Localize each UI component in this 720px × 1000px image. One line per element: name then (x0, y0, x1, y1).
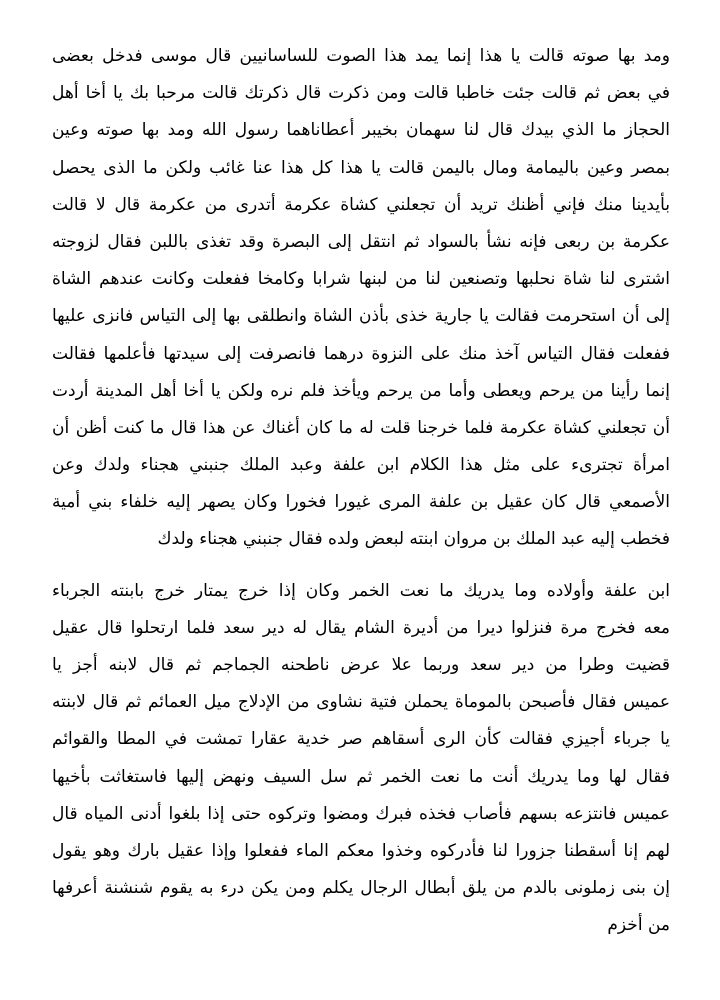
text-line: عميس فقال فأصبحن بالموماة يحملن فتية نشاوى من الإدلاج ميل العمائم ثم قال لابنته (52, 692, 670, 713)
paragraph-2 (52, 573, 670, 945)
text-line: قضيت وطرا من دير سعد وربما علا عرض ناطحنه الجماجم ثم قال لابنه أجز يا (52, 655, 670, 675)
paragraph-gap (52, 559, 670, 573)
text-line: ومد بها صوته قالت يا هذا إنما يمد هذا الصوت للساسانيين قال موسى فدخل بعضى (52, 46, 670, 66)
text-line: إلى أن استحرمت فقالت يا جارية خذى بأذن الشاة وانطلقى بها إلى التياس فانزى عليها (52, 306, 670, 327)
text-line: بأيدينا منك فإني أظنك تريد أن تجعلني كشاة عكرمة أتدرى من عكرمة قال لا قالت (52, 194, 670, 215)
text-line: لهم إنا أسقطنا جزورا لنا فأدركوه وخذوا معكم الماء ففعلوا وإذا عقيل بارك وهو يقول (52, 840, 670, 861)
text-line: فقال لها وما يدريك أنت ما نعت الخمر ثم سل السيف ونهض إليها فاستغاثت بأخيها (52, 766, 670, 787)
text-line: ففعلت فقال التياس آخذ منك على النزوة درهما فانصرفت إلى سيدتها فأعلمها فقالت (52, 343, 670, 364)
text-line: أن تجعلني كشاة عكرمة فلما خرجنا قلت له ما كان أغناك عن هذا قال ما كنت أظن أن (52, 417, 670, 438)
document-page (52, 38, 670, 945)
text-line: بمصر وعين باليمامة ومال باليمن قالت يا هذا كل هذا عنا غائب ولكن ما الذى يحصل (52, 157, 670, 178)
paragraph-1 (52, 38, 670, 559)
text-line: من أخزم (607, 915, 670, 936)
text-line: فخطب إليه عبد الملك بن مروان ابنته لبعض ولده فقال جنبني هجناء ولدك (157, 529, 670, 550)
text-line: عكرمة بن ربعى فإنه نشأ بالسواد ثم انتقل إلى البصرة وقد تغذى باللبن فقال لزوجته (52, 231, 670, 252)
text-line: إن بنى زملونى بالدم من يلق أبطال الرجال يكلم ومن يكن درء به يقوم شنشنة أعرفها (52, 878, 670, 899)
text-line: اشترى لنا شاة نحلبها وتصنعين لنا من لبنها شرابا وكامخا ففعلت وكانت عندهم الشاة (52, 269, 670, 290)
text-line: يا جرباء أجيزي فقالت كأن الرى أسقاهم صر خدية عقارا تمشت في المطا والقوائم (52, 729, 670, 750)
text-line: الأصمعي قال كان عقيل بن علفة المرى غيورا فخورا وكان يصهر إليه خلفاء بني أمية (52, 492, 670, 513)
text-line: معه فخرج مرة فنزلوا ديرا من أديرة الشام يقال له دير سعد فلما ارتحلوا قال عقيل (52, 617, 670, 638)
text-line: إنما رأينا من يرحم ويعطى وأما من يرحم ويأخذ فلم نره ولكن يا أخا أهل المدينة أردت (52, 380, 670, 401)
text-line: عميس فانتزعه بسهم فأصاب فخذه فبرك ومضوا وتركوه حتى إذا بلغوا أدنى المياه قال (52, 803, 670, 824)
text-line: امرأة تجترىء على مثل هذا الكلام ابن علفة وعبد الملك جنبني هجناء ولدك وعن (52, 455, 670, 476)
text-line: ابن علفة وأولاده وما يدريك ما نعت الخمر وكان إذا خرج يمتار خرج بابنته الجرباء (52, 580, 670, 601)
text-line: في بعض ثم قالت جئت خاطبا قالت ومن ذكرت قال ذكرتك قالت مرحبا بك يا أخا أهل (52, 83, 670, 104)
text-line: الحجاز ما الذي بيدك قال لنا سهمان بخيبر أعطاناهما رسول الله ومد بها صوته وعين (52, 120, 670, 141)
